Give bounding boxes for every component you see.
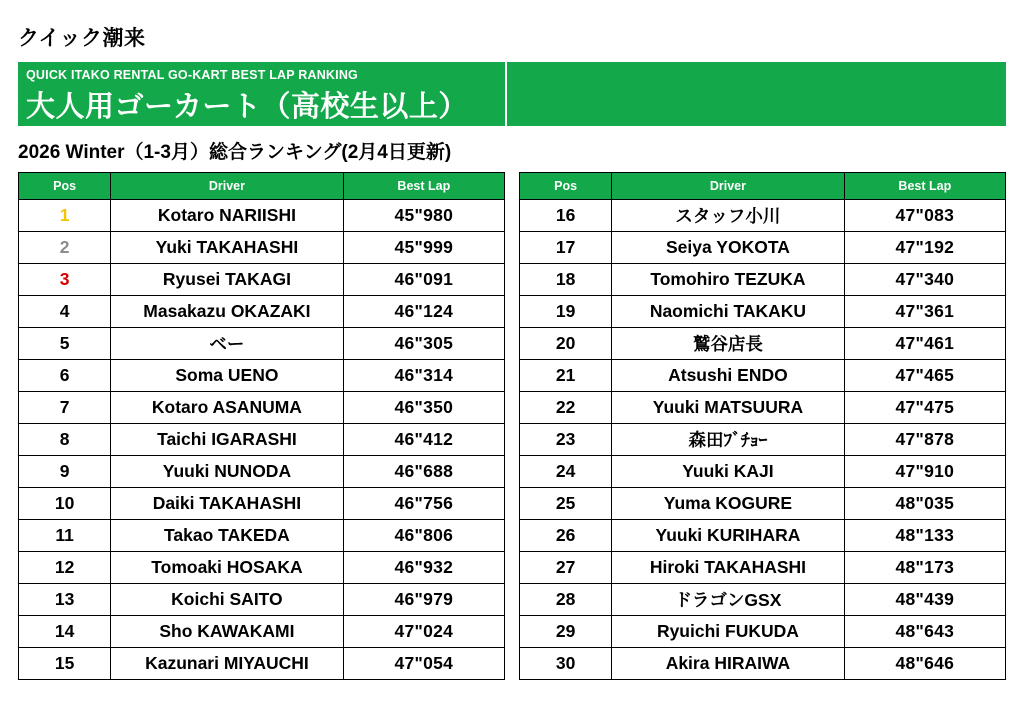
cell-driver: Yuuki KURIHARA	[612, 520, 844, 552]
table-row	[19, 584, 505, 616]
cell-pos: 9	[19, 456, 111, 488]
cell-pos: 10	[19, 488, 111, 520]
cell-driver: 鷲谷店長	[612, 328, 844, 360]
cell-best-lap: 47"910	[844, 456, 1005, 488]
banner	[18, 62, 1006, 126]
table-row	[520, 392, 1006, 424]
table-row	[19, 392, 505, 424]
cell-driver: Kotaro ASANUMA	[111, 392, 343, 424]
table-row	[520, 488, 1006, 520]
table-row	[19, 328, 505, 360]
cell-driver: Ryuichi FUKUDA	[612, 616, 844, 648]
cell-driver: Yuuki NUNODA	[111, 456, 343, 488]
cell-best-lap: 47"465	[844, 360, 1005, 392]
cell-driver: Seiya YOKOTA	[612, 232, 844, 264]
cell-pos: 14	[19, 616, 111, 648]
table-row	[19, 200, 505, 232]
cell-best-lap: 45"999	[343, 232, 504, 264]
cell-pos: 30	[520, 648, 612, 680]
cell-pos: 25	[520, 488, 612, 520]
cell-pos: 18	[520, 264, 612, 296]
cell-best-lap: 48"173	[844, 552, 1005, 584]
banner-divider	[505, 62, 507, 126]
table-row	[19, 296, 505, 328]
cell-best-lap: 48"133	[844, 520, 1005, 552]
cell-best-lap: 45"980	[343, 200, 504, 232]
cell-pos: 26	[520, 520, 612, 552]
cell-pos: 2	[19, 232, 111, 264]
cell-best-lap: 46"979	[343, 584, 504, 616]
column-header-pos: Pos	[520, 173, 612, 200]
ranking-table-left	[18, 172, 505, 680]
table-header-row	[19, 173, 505, 200]
table-row	[520, 424, 1006, 456]
cell-best-lap: 46"932	[343, 552, 504, 584]
cell-best-lap: 47"024	[343, 616, 504, 648]
cell-best-lap: 48"646	[844, 648, 1005, 680]
cell-driver: ドラゴンGSX	[612, 584, 844, 616]
table-row	[520, 296, 1006, 328]
cell-best-lap: 48"439	[844, 584, 1005, 616]
table-row	[520, 456, 1006, 488]
cell-best-lap: 47"878	[844, 424, 1005, 456]
cell-best-lap: 46"806	[343, 520, 504, 552]
table-row	[19, 456, 505, 488]
cell-best-lap: 47"475	[844, 392, 1005, 424]
cell-pos: 22	[520, 392, 612, 424]
cell-pos: 12	[19, 552, 111, 584]
table-row	[520, 200, 1006, 232]
cell-driver: Sho KAWAKAMI	[111, 616, 343, 648]
cell-best-lap: 47"340	[844, 264, 1005, 296]
table-row	[19, 616, 505, 648]
table-row	[520, 232, 1006, 264]
cell-driver: 森田ﾌﾞﾁｮｰ	[612, 424, 844, 456]
cell-pos: 19	[520, 296, 612, 328]
cell-best-lap: 47"083	[844, 200, 1005, 232]
cell-best-lap: 46"314	[343, 360, 504, 392]
column-header-best-lap: Best Lap	[844, 173, 1005, 200]
cell-driver: Yuuki KAJI	[612, 456, 844, 488]
ranking-table-right	[519, 172, 1006, 680]
cell-pos: 15	[19, 648, 111, 680]
cell-driver: Yuma KOGURE	[612, 488, 844, 520]
cell-driver: Masakazu OKAZAKI	[111, 296, 343, 328]
cell-best-lap: 46"350	[343, 392, 504, 424]
table-row	[19, 648, 505, 680]
cell-driver: Tomohiro TEZUKA	[612, 264, 844, 296]
ranking-tables	[18, 172, 1006, 680]
cell-pos: 28	[520, 584, 612, 616]
cell-pos: 27	[520, 552, 612, 584]
cell-best-lap: 46"124	[343, 296, 504, 328]
cell-driver: Taichi IGARASHI	[111, 424, 343, 456]
cell-best-lap: 47"192	[844, 232, 1005, 264]
cell-driver: Akira HIRAIWA	[612, 648, 844, 680]
cell-pos: 7	[19, 392, 111, 424]
cell-driver: Tomoaki HOSAKA	[111, 552, 343, 584]
column-header-driver: Driver	[111, 173, 343, 200]
cell-pos: 13	[19, 584, 111, 616]
cell-best-lap: 47"461	[844, 328, 1005, 360]
cell-pos: 16	[520, 200, 612, 232]
table-body-right	[520, 200, 1006, 680]
cell-pos: 17	[520, 232, 612, 264]
cell-pos: 29	[520, 616, 612, 648]
cell-pos: 24	[520, 456, 612, 488]
cell-pos: 6	[19, 360, 111, 392]
cell-driver: Kotaro NARIISHI	[111, 200, 343, 232]
column-header-pos: Pos	[19, 173, 111, 200]
cell-best-lap: 47"054	[343, 648, 504, 680]
table-row	[520, 264, 1006, 296]
cell-best-lap: 47"361	[844, 296, 1005, 328]
cell-best-lap: 48"035	[844, 488, 1005, 520]
cell-best-lap: 48"643	[844, 616, 1005, 648]
cell-driver: Daiki TAKAHASHI	[111, 488, 343, 520]
cell-best-lap: 46"091	[343, 264, 504, 296]
cell-driver: Yuki TAKAHASHI	[111, 232, 343, 264]
cell-driver: Yuuki MATSUURA	[612, 392, 844, 424]
cell-best-lap: 46"412	[343, 424, 504, 456]
table-row	[19, 552, 505, 584]
page-title: 2026 Winter（1-3月）総合ランキング(2月4日更新)	[18, 142, 452, 163]
cell-pos: 21	[520, 360, 612, 392]
table-row	[19, 232, 505, 264]
table-row	[19, 488, 505, 520]
table-row	[520, 552, 1006, 584]
table-body-left	[19, 200, 505, 680]
cell-pos: 1	[19, 200, 111, 232]
column-header-driver: Driver	[612, 173, 844, 200]
cell-pos: 8	[19, 424, 111, 456]
table-row	[520, 616, 1006, 648]
brand-logo: クイック潮来	[18, 27, 146, 50]
cell-driver: Soma UENO	[111, 360, 343, 392]
cell-best-lap: 46"305	[343, 328, 504, 360]
table-header-row	[520, 173, 1006, 200]
table-row	[19, 520, 505, 552]
cell-best-lap: 46"756	[343, 488, 504, 520]
table-row	[520, 328, 1006, 360]
cell-driver: スタッフ小川	[612, 200, 844, 232]
cell-pos: 3	[19, 264, 111, 296]
cell-driver: Hiroki TAKAHASHI	[612, 552, 844, 584]
table-row	[520, 360, 1006, 392]
cell-driver: Kazunari MIYAUCHI	[111, 648, 343, 680]
column-header-best-lap: Best Lap	[343, 173, 504, 200]
table-row	[520, 648, 1006, 680]
cell-driver: Takao TAKEDA	[111, 520, 343, 552]
cell-pos: 4	[19, 296, 111, 328]
cell-driver: ベー	[111, 328, 343, 360]
table-row	[19, 264, 505, 296]
cell-driver: Ryusei TAKAGI	[111, 264, 343, 296]
cell-driver: Naomichi TAKAKU	[612, 296, 844, 328]
cell-pos: 20	[520, 328, 612, 360]
table-row	[520, 584, 1006, 616]
cell-driver: Atsushi ENDO	[612, 360, 844, 392]
banner-title: 大人用ゴーカート（高校生以上）	[26, 91, 468, 123]
cell-driver: Koichi SAITO	[111, 584, 343, 616]
table-row	[520, 520, 1006, 552]
cell-best-lap: 46"688	[343, 456, 504, 488]
cell-pos: 11	[19, 520, 111, 552]
cell-pos: 23	[520, 424, 612, 456]
banner-subtitle: QUICK ITAKO RENTAL GO-KART BEST LAP RANKING	[26, 68, 358, 82]
cell-pos: 5	[19, 328, 111, 360]
table-row	[19, 424, 505, 456]
table-row	[19, 360, 505, 392]
